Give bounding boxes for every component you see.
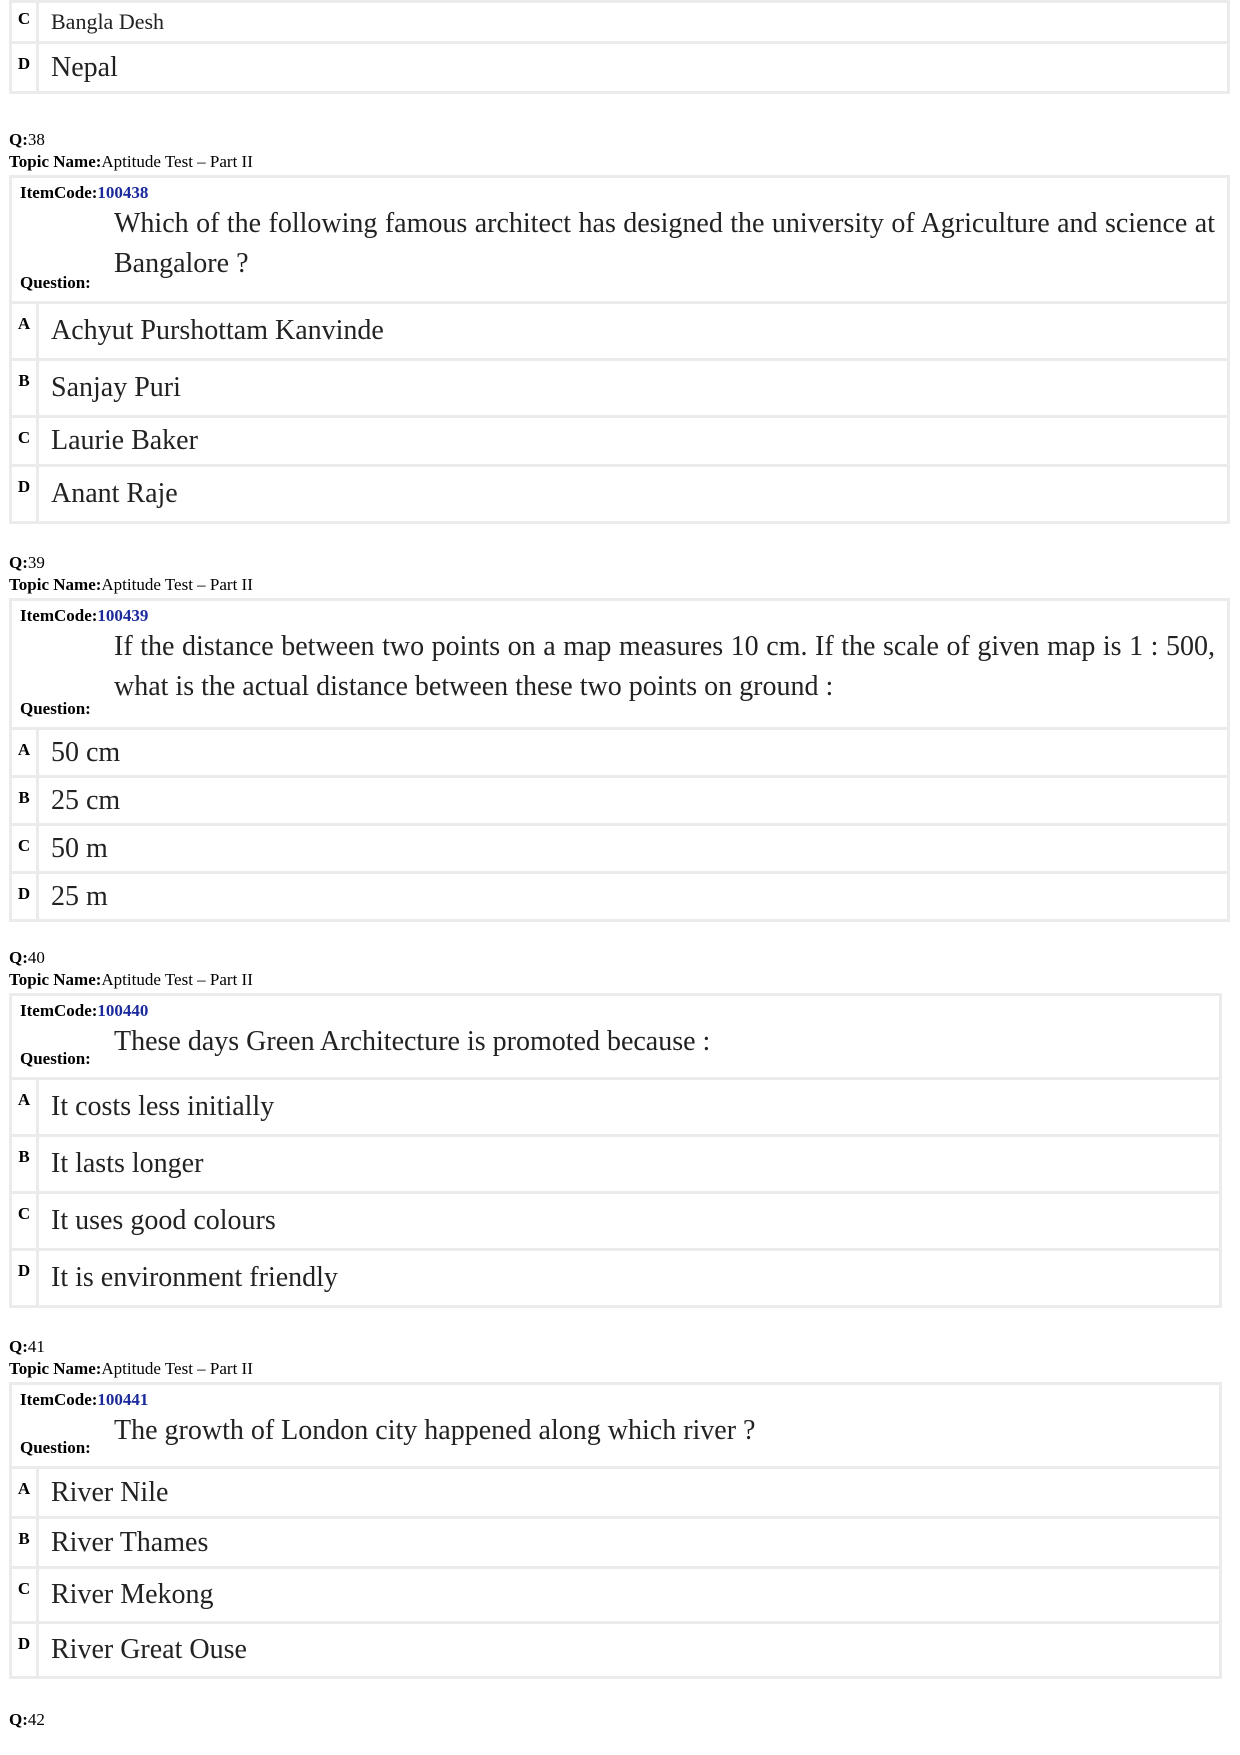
option-row (12, 467, 1227, 521)
question-block (9, 993, 1222, 1308)
option-row (12, 874, 1227, 919)
itemcode-value: 100439 (97, 606, 149, 625)
option-text: River Nile (51, 1476, 169, 1508)
option-letter: D (12, 874, 39, 919)
option-text: 50 m (51, 832, 108, 864)
option-letter: A (12, 1080, 39, 1134)
option-text: It costs less initially (51, 1091, 275, 1122)
option-row (12, 1569, 1219, 1621)
option-row (12, 1519, 1219, 1566)
option-letter: A (12, 1469, 39, 1516)
option-letter: D (12, 1624, 39, 1676)
option-text: 25 m (51, 880, 108, 912)
topic-prefix: Topic Name: (9, 575, 102, 594)
option-row (12, 1194, 1219, 1248)
option-letter: A (12, 730, 39, 775)
option-text: River Mekong (51, 1579, 214, 1610)
question-header (9, 552, 253, 596)
option-row (12, 304, 1227, 358)
question-number: 40 (27, 948, 45, 967)
question-number: 38 (27, 130, 45, 149)
option-letter: C (12, 418, 39, 464)
itemcode-value: 100441 (97, 1390, 149, 1409)
question-header (9, 129, 253, 173)
question-item (12, 178, 1227, 301)
option-text: Sanjay Puri (51, 372, 181, 403)
option-text: Laurie Baker (51, 425, 198, 456)
question-label: Question: (20, 273, 91, 292)
option-row (12, 1137, 1219, 1191)
itemcode: ItemCode:100440 (20, 1001, 149, 1020)
question-text: The growth of London city happened along which river ? (114, 1415, 756, 1446)
option-row (12, 44, 1227, 91)
question-number: 42 (27, 1710, 45, 1729)
option-text: It uses good colours (51, 1205, 276, 1236)
q-prefix: Q: (9, 1710, 28, 1729)
option-letter: C (12, 826, 39, 871)
question-header (9, 1336, 253, 1380)
option-row (12, 361, 1227, 415)
topic-prefix: Topic Name: (9, 152, 102, 171)
itemcode: ItemCode:100441 (20, 1390, 149, 1409)
option-row (12, 1624, 1219, 1676)
option-row (12, 730, 1227, 775)
q-prefix: Q: (9, 130, 28, 149)
option-text: River Thames (51, 1526, 209, 1558)
question-label: Question: (20, 1049, 91, 1068)
option-row (12, 1080, 1219, 1134)
topic-prefix: Topic Name: (9, 970, 102, 989)
option-letter: B (12, 361, 39, 415)
question-block (9, 1382, 1222, 1679)
option-row (12, 3, 1227, 41)
option-row (12, 1251, 1219, 1305)
topic-name: Aptitude Test – Part II (101, 575, 253, 594)
question-text: Which of the following famous architect has designed the university of Agriculture and science at Bangalore ? (114, 208, 1215, 279)
q-prefix: Q: (9, 948, 28, 967)
question-text: If the distance between two points on a map measures 10 cm. If the scale of given map is 1 : 500, what is the actual distance between these two points on ground : (114, 631, 1215, 702)
option-row (12, 418, 1227, 464)
option-letter: D (12, 467, 39, 521)
topic-name: Aptitude Test – Part II (101, 152, 253, 171)
option-letter: C (12, 1194, 39, 1248)
question-item (12, 996, 1219, 1077)
question-block (9, 175, 1230, 524)
question-block (9, 598, 1230, 922)
option-letter: B (12, 1137, 39, 1191)
question-item (12, 601, 1227, 727)
itemcode: ItemCode:100439 (20, 606, 149, 625)
question-header (9, 1709, 45, 1731)
option-letter: D (12, 1251, 39, 1305)
topic-name: Aptitude Test – Part II (101, 1359, 253, 1378)
option-letter: D (12, 44, 39, 91)
option-row (12, 826, 1227, 871)
question-text: These days Green Architecture is promoted because : (114, 1026, 711, 1057)
question-number: 39 (27, 553, 45, 572)
topic-prefix: Topic Name: (9, 1359, 102, 1378)
q-prefix: Q: (9, 553, 28, 572)
option-text: Bangla Desh (51, 9, 165, 34)
option-text: Nepal (51, 51, 118, 83)
option-text: Achyut Purshottam Kanvinde (51, 315, 384, 346)
option-letter: B (12, 778, 39, 823)
option-text: It lasts longer (51, 1148, 204, 1179)
question-header (9, 947, 253, 991)
option-row (12, 1469, 1219, 1516)
question-label: Question: (20, 1438, 91, 1457)
option-letter: B (12, 1519, 39, 1566)
option-text: It is environment friendly (51, 1262, 338, 1293)
itemcode-value: 100440 (97, 1001, 149, 1020)
question-number: 41 (27, 1337, 45, 1356)
option-text: River Great Ouse (51, 1634, 247, 1665)
option-letter: A (12, 304, 39, 358)
q-prefix: Q: (9, 1337, 28, 1356)
option-text: Anant Raje (51, 478, 178, 509)
option-text: 50 cm (51, 736, 121, 768)
question-item (12, 1385, 1219, 1466)
option-row (12, 778, 1227, 823)
prev-options-block (9, 0, 1230, 94)
option-letter: C (12, 1569, 39, 1621)
question-label: Question: (20, 699, 91, 718)
itemcode: ItemCode:100438 (20, 183, 149, 202)
option-text: 25 cm (51, 784, 121, 816)
option-letter: C (12, 3, 39, 41)
itemcode-value: 100438 (97, 183, 149, 202)
topic-name: Aptitude Test – Part II (101, 970, 253, 989)
